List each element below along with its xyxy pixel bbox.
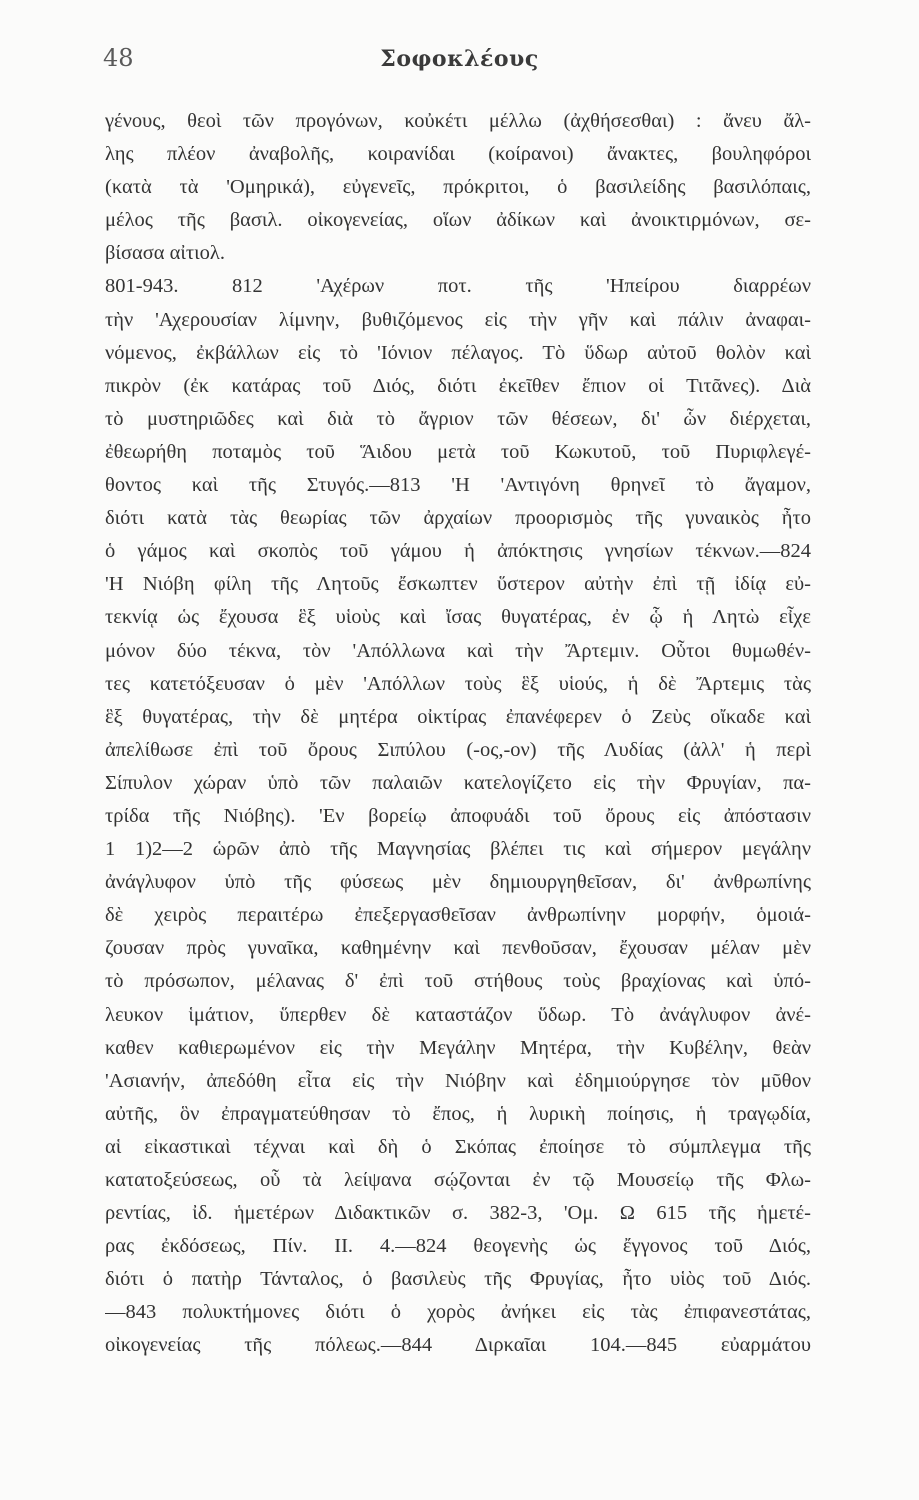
- text-line: (κατὰ τὰ 'Ομηρικά), εὐγενεῖς, πρόκριτοι, ὁ βασιλείδης βασιλόπαις,: [105, 176, 811, 199]
- text-line: 1 1)2—2 ὡρῶν ἀπὸ τῆς Μαγνησίας βλέπει τις καὶ σήμερον μεγάλην: [105, 838, 811, 861]
- text-line: καθεν καθιερωμένον εἰς τὴν Μεγάλην Μητέρα, τὴν Κυβέλην, θεὰν: [105, 1036, 811, 1059]
- text-line: λευκον ἱμάτιον, ὕπερθεν δὲ καταστάζον ὕδωρ. Τὸ ἀνάγλυφον ἀνέ-: [105, 1003, 811, 1026]
- text-line: τὸ μυστηριῶδες καὶ διὰ τὸ ἄγριον τῶν θέσεων, δι' ὧν διέρχεται,: [105, 407, 811, 430]
- text-line: ρεντίας, ἰδ. ἡμετέρων Διδακτικῶν σ. 382-3, 'Ομ. Ω 615 τῆς ἡμετέ-: [105, 1202, 811, 1225]
- text-line: 'Ασιανήν, ἀπεδόθη εἶτα εἰς τὴν Νιόβην καὶ ἐδημιούργησε τὸν μῦθον: [105, 1069, 811, 1092]
- text-line: —843 πολυκτήμονες διότι ὁ χορὸς ἀνήκει εἰς τὰς ἐπιφανεστάτας,: [105, 1301, 811, 1324]
- text-line: τεκνίᾳ ὡς ἔχουσα ἓξ υἱοὺς καὶ ἴσας θυγατέρας, ἐν ᾧ ἡ Λητὼ εἶχε: [105, 606, 811, 629]
- text-line: τρίδα τῆς Νιόβης). 'Εν βορείῳ ἀποφυάδι τοῦ ὄρους εἰς ἀπόστασιν: [105, 804, 811, 827]
- text-line: κατατοξεύσεως, οὗ τὰ λείψανα σῴζονται ἐν τῷ Μουσείῳ τῆς Φλω-: [105, 1169, 811, 1191]
- text-line: θοντος καὶ τῆς Στυγός.—813 'Η 'Αντιγόνη θρηνεῖ τὸ ἄγαμον,: [105, 474, 811, 497]
- text-line: ἐθεωρήθη ποταμὸς τοῦ Ἅιδου μετὰ τοῦ Κωκυτοῦ, τοῦ Πυριφλεγέ-: [105, 440, 811, 463]
- text-line: δὲ χειρὸς περαιτέρω ἐπεξεργασθεῖσαν ἀνθρωπίνην μορφήν, ὁμοιά-: [105, 904, 811, 927]
- text-line: τὸ πρόσωπον, μέλανας δ' ἐπὶ τοῦ στήθους τοὺς βραχίονας καὶ ὑπό-: [105, 970, 811, 993]
- text-line: τες κατετόξευσαν ὁ μὲν 'Απόλλων τοὺς ἓξ υἱούς, ἡ δὲ Ἄρτεμις τὰς: [105, 672, 811, 695]
- page-header: [103, 44, 816, 84]
- text-line: βίσασα αἰτιολ.: [105, 242, 225, 265]
- text-line: νόμενος, ἐκβάλλων εἰς τὸ 'Ιόνιον πέλαγος. Τὸ ὕδωρ αὐτοῦ θολὸν καὶ: [105, 341, 811, 364]
- commentary-text: [105, 105, 811, 1363]
- text-line: λης πλέον ἀναβολῆς, κοιρανίδαι (κοίρανοι) ἄνακτες, βουληφόροι: [105, 143, 811, 166]
- text-line: μόνον δύο τέκνα, τὸν 'Απόλλωνα καὶ τὴν Ἄρτεμιν. Οὗτοι θυμωθέν-: [105, 639, 811, 662]
- text-line: αἱ εἰκαστικαὶ τέχναι καὶ δὴ ὁ Σκόπας ἐποίησε τὸ σύμπλεγμα τῆς: [105, 1135, 811, 1158]
- running-title: Σοφοκλέους: [380, 46, 539, 72]
- text-line: τὴν 'Αχερουσίαν λίμνην, βυθιζόμενος εἰς τὴν γῆν καὶ πάλιν ἀναφαι-: [105, 308, 811, 331]
- text-line: οἰκογενείας τῆς πόλεως.—844 Διρκαῖαι 104.—845 εὐαρμάτου: [105, 1334, 811, 1357]
- text-line: διότι κατὰ τὰς θεωρίας τῶν ἀρχαίων προορισμὸς τῆς γυναικὸς ἦτο: [105, 507, 811, 530]
- text-line: Σίπυλον χώραν ὑπὸ τῶν παλαιῶν κατελογίζετο εἰς τὴν Φρυγίαν, πα-: [105, 771, 811, 794]
- text-line: διότι ὁ πατὴρ Τάνταλος, ὁ βασιλεὺς τῆς Φρυγίας, ἦτο υἱὸς τοῦ Διός.: [105, 1268, 811, 1291]
- text-line: ἀπελίθωσε ἐπὶ τοῦ ὄρους Σιπύλου (-ος,-ον) τῆς Λυδίας (ἀλλ' ἡ περὶ: [105, 738, 811, 761]
- text-line: ρας ἐκδόσεως, Πίν. II. 4.—824 θεογενὴς ὡς ἔγγονος τοῦ Διός,: [105, 1235, 811, 1258]
- text-line: ἓξ θυγατέρας, τὴν δὲ μητέρα οἰκτίρας ἐπανέφερεν ὁ Ζεὺς οἴκαδε καὶ: [105, 705, 811, 728]
- text-line: ὁ γάμος καὶ σκοπὸς τοῦ γάμου ἡ ἀπόκτησις γνησίων τέκνων.—824: [105, 540, 811, 563]
- text-line: ἀνάγλυφον ὑπὸ τῆς φύσεως μὲν δημιουργηθεῖσαν, δι' ἀνθρωπίνης: [105, 871, 811, 894]
- text-line: γένους, θεοὶ τῶν προγόνων, κοὐκέτι μέλλω (ἀχθήσεσθαι) : ἄνευ ἄλ-: [105, 110, 811, 132]
- text-line: μέλος τῆς βασιλ. οἰκογενείας, οἵων ἀδίκων καὶ ἀνοικτιρμόνων, σε-: [105, 209, 811, 232]
- text-line: πικρὸν (ἐκ κατάρας τοῦ Διός, διότι ἐκεῖθεν ἔπιον οἱ Τιτᾶνες). Διὰ: [105, 374, 811, 397]
- section-heading-line: 801-943. 812 'Αχέρων ποτ. τῆς 'Ηπείρου διαρρέων: [105, 275, 811, 298]
- text-line: αὐτῆς, ὃν ἐπραγματεύθησαν τὸ ἔπος, ἡ λυρικὴ ποίησις, ἡ τραγῳδία,: [105, 1102, 811, 1125]
- text-line: 'Η Νιόβη φίλη τῆς Λητοῦς ἔσκωπτεν ὕστερον αὐτὴν ἐπὶ τῇ ἰδίᾳ εὐ-: [105, 573, 811, 596]
- text-line: ζουσαν πρὸς γυναῖκα, καθημένην καὶ πενθοῦσαν, ἔχουσαν μέλαν μὲν: [105, 937, 811, 960]
- page-number: 48: [103, 44, 134, 72]
